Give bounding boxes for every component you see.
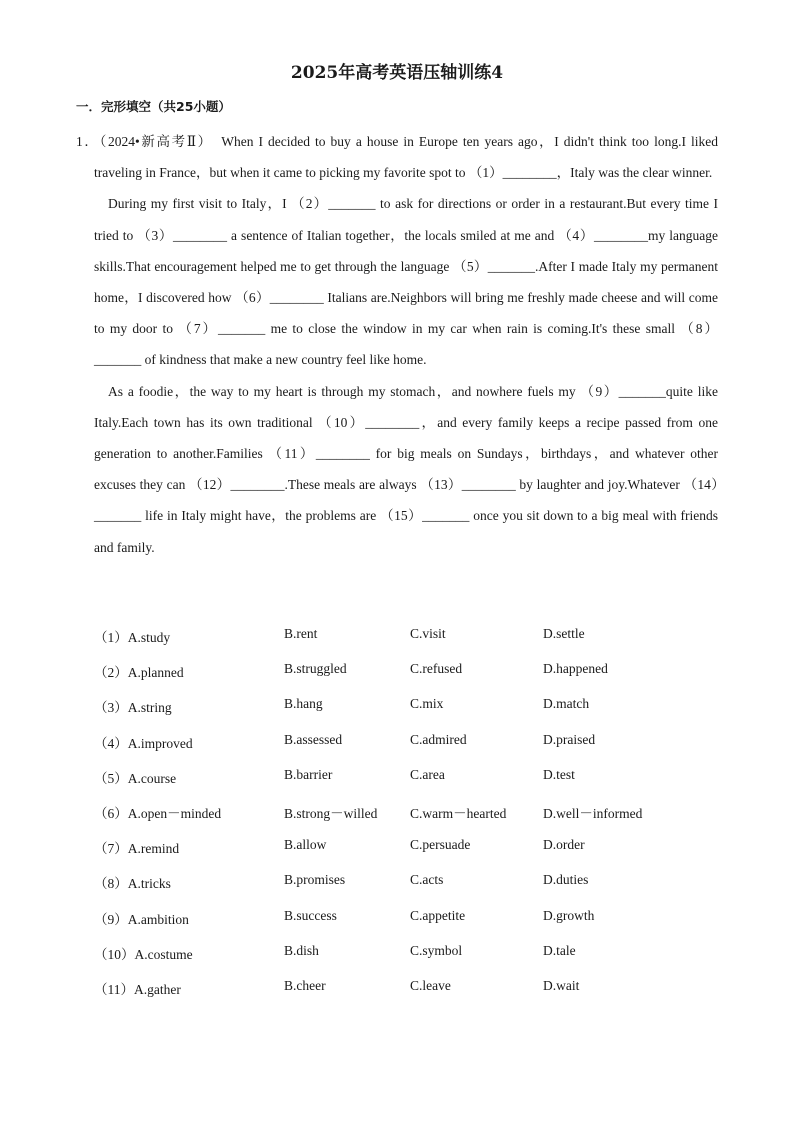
answer-options	[94, 626, 714, 1013]
option-row	[94, 872, 714, 907]
option-b: B.cheer	[284, 977, 326, 993]
option-c: C.acts	[410, 872, 444, 888]
option-row	[94, 767, 714, 802]
option-d: D.test	[543, 766, 575, 782]
passage-paragraph-1: 1．（2024•新高考Ⅱ） When I decided to buy a house in Europe ten years ago，I didn't think too long.I liked traveling in France，but when it came to picking my favorite spot to （1）________，Italy was the clear winner.	[76, 134, 718, 181]
option-b: B.assessed	[284, 731, 343, 747]
option-a: （5）A.course	[94, 770, 177, 786]
option-row	[94, 837, 714, 872]
passage-paragraph-2: During my first visit to Italy，I （2）_______ to ask for directions or order in a restaurant.But every time I tried to （3）________ a sentence of Italian together，the locals smiled at me and （4）________my language skills.That encouragement helped me to get through the language （5）_______.After I made Italy my permanent home，I discovered how （6）________ Italians are.Neighbors will bring me freshly made cheese and will come to my door to （7）_______ me to close the window in my car when rain is coming.It's these small （8）_______ of kindness that make a new country feel like home.	[94, 196, 718, 368]
option-d: D.duties	[543, 872, 589, 888]
option-b: B.success	[284, 907, 337, 923]
option-b: B.barrier	[284, 766, 333, 782]
option-b: B.hang	[284, 696, 323, 712]
option-a: （3）A.string	[94, 700, 172, 716]
option-row	[94, 802, 714, 837]
option-b: B.dish	[284, 942, 319, 958]
option-a: （1）A.study	[94, 630, 171, 645]
passage-paragraph-3: As a foodie，the way to my heart is through my stomach，and nowhere fuels my （9）_______quite like Italy.Each town has its own traditional （10）________，and every family keeps a recipe passed from one generation to another.Families （11）________ for big meals on Sundays，birthdays，and whatever other excuses they can （12）________.These meals are always （13）________ by laughter and joy.Whatever （14）_______ life in Italy might have，the problems are （15）_______ once you sit down to a big meal with friends and family.	[94, 383, 718, 555]
option-a: （11）A.gather	[94, 981, 181, 997]
page-title: 2025年高考英语压轴训练4	[290, 63, 504, 83]
option-b: B.rent	[284, 626, 318, 641]
section-heading: 一．完形填空（共25小题）	[76, 99, 231, 114]
option-row	[94, 943, 714, 978]
option-b: B.struggled	[284, 661, 347, 677]
option-c: C.refused	[410, 661, 463, 677]
option-c: C.leave	[410, 977, 451, 993]
option-a: （10）A.costume	[94, 946, 193, 962]
option-d: D.tale	[543, 942, 576, 958]
option-c: C.area	[410, 766, 445, 782]
option-d: D.wait	[543, 977, 580, 993]
option-b: B.promises	[284, 872, 346, 888]
option-a: （4）A.improved	[94, 735, 193, 751]
option-row	[94, 626, 714, 661]
option-row	[94, 732, 714, 767]
option-c: C.appetite	[410, 907, 466, 923]
option-b: B.allow	[284, 837, 327, 853]
option-c: C.mix	[410, 696, 444, 712]
option-d: D.order	[543, 837, 585, 853]
option-a: （2）A.planned	[94, 665, 184, 681]
option-b: B.strong－willed	[284, 805, 378, 821]
option-row	[94, 696, 714, 731]
option-c: C.symbol	[410, 942, 463, 958]
option-row	[94, 661, 714, 696]
option-c: C.admired	[410, 731, 467, 747]
option-a: （7）A.remind	[94, 841, 180, 857]
option-d: D.happened	[543, 661, 608, 677]
option-d: D.match	[543, 696, 590, 712]
option-a: （8）A.tricks	[94, 876, 171, 892]
option-c: C.warm－hearted	[410, 805, 507, 821]
option-d: D.settle	[543, 626, 585, 641]
option-d: D.growth	[543, 907, 595, 923]
option-c: C.persuade	[410, 837, 471, 853]
option-a: （6）A.open－minded	[94, 805, 222, 821]
option-row	[94, 908, 714, 943]
option-row	[94, 978, 714, 1013]
option-d: D.praised	[543, 731, 596, 747]
option-c: C.visit	[410, 626, 446, 641]
option-a: （9）A.ambition	[94, 911, 189, 927]
cloze-passage	[76, 126, 718, 563]
option-d: D.well－informed	[543, 805, 643, 821]
